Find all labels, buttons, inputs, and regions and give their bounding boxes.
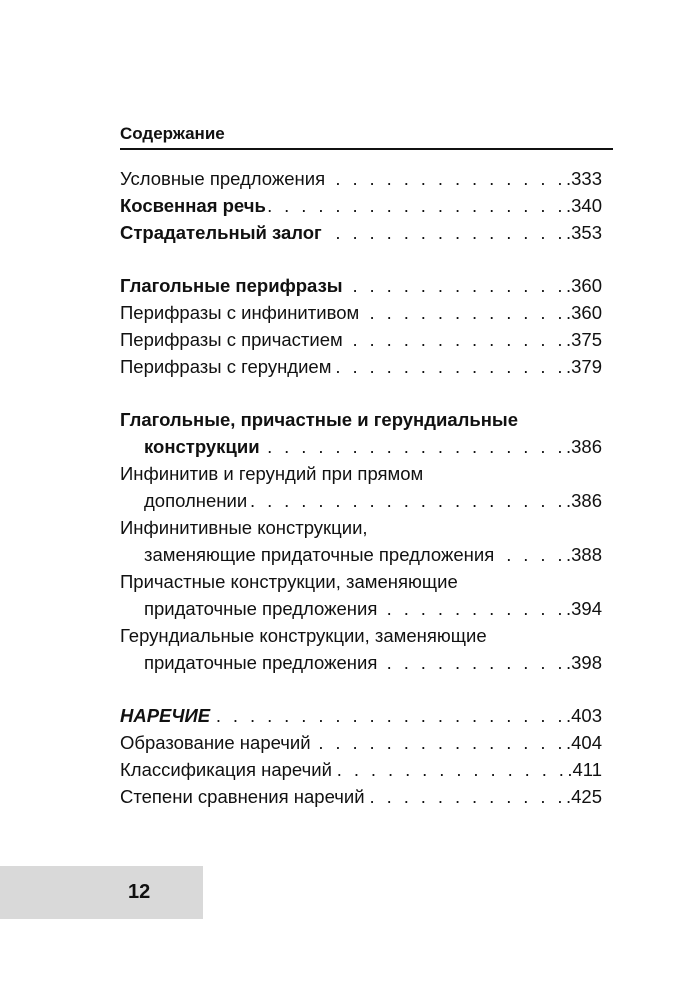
toc-entry-title: НАРЕЧИЕ (120, 705, 211, 726)
toc-entry (120, 487, 602, 514)
toc-entry (120, 353, 602, 380)
toc-entry-title: конструкции (144, 436, 260, 457)
toc-entry-page: .333 (565, 168, 602, 189)
toc-entry-title: Глагольные перифразы (120, 275, 343, 296)
toc-entry-title: Условные предложения (120, 168, 326, 189)
toc-entry (120, 326, 602, 353)
toc-entry-title: дополнении (144, 490, 248, 511)
toc-entry (120, 165, 602, 192)
toc-entry (120, 541, 602, 568)
toc-entry-title-line: Причастные конструкции, заменяющие (120, 571, 458, 592)
toc-entry (120, 595, 602, 622)
toc-entry-title-line: Герундиальные конструкции, заменяющие (120, 625, 487, 646)
toc-entry (120, 649, 602, 676)
toc-entry-title-line: Инфинитив и герундий при прямом (120, 463, 424, 484)
dot-leader (332, 756, 567, 783)
dot-leader (343, 272, 566, 299)
page-number: 12 (128, 881, 151, 903)
toc-entry-title: Классификация наречий (120, 759, 332, 780)
dot-leader (494, 541, 566, 568)
toc-entry (120, 299, 602, 326)
toc-entry-title: Образование наречий (120, 732, 311, 753)
toc-entry-title: Перифразы с инфинитивом (120, 302, 360, 323)
toc-entry-page: .379 (565, 356, 602, 377)
toc-entry-page: .360 (565, 302, 602, 323)
toc-entry-title: Страдательный залог (120, 222, 322, 243)
running-header (120, 122, 613, 150)
toc-entry (120, 272, 602, 299)
dot-leader (359, 299, 566, 326)
dot-leader (325, 165, 566, 192)
toc-entry-page: .411 (567, 759, 602, 780)
section-gap (120, 676, 602, 702)
toc-entry-title: придаточные предложения (144, 652, 378, 673)
toc-entry-page: .360 (565, 275, 602, 296)
section-gap (120, 380, 602, 406)
dot-leader (377, 649, 566, 676)
dot-leader (311, 729, 566, 756)
toc-entry-title: придаточные предложения (144, 598, 378, 619)
toc-entry-page: .404 (565, 732, 602, 753)
dot-leader (266, 192, 566, 219)
toc-entry-title-line: Инфинитивные конструкции, (120, 517, 368, 538)
toc-entry-title: Косвенная речь (120, 195, 266, 216)
toc-entry (120, 783, 602, 810)
table-of-contents (120, 165, 602, 810)
dot-leader (247, 487, 566, 514)
toc-entry-page: .386 (565, 490, 602, 511)
toc-entry (120, 433, 602, 460)
toc-entry-title: Перифразы с герундием (120, 356, 332, 377)
toc-entry-page: .398 (565, 652, 602, 673)
page-number-box (0, 866, 203, 919)
toc-entry (120, 756, 602, 783)
dot-leader (343, 326, 566, 353)
dot-leader (210, 702, 566, 729)
toc-entry-title: Перифразы с причастием (120, 329, 343, 350)
dot-leader (260, 433, 566, 460)
toc-entry-page: .375 (565, 329, 602, 350)
toc-entry (120, 192, 602, 219)
toc-entry-page: .394 (565, 598, 602, 619)
toc-entry-title: Степени сравнения наречий (120, 786, 365, 807)
toc-entry-page: .386 (565, 436, 602, 457)
toc-entry-page: .340 (565, 195, 602, 216)
toc-entry (120, 729, 602, 756)
toc-entry-page: .403 (565, 705, 602, 726)
dot-leader (365, 783, 566, 810)
dot-leader (322, 219, 566, 246)
toc-entry-title: заменяющие придаточные предложения (144, 544, 495, 565)
toc-entry-title-line: Глагольные, причастные и герундиальные (120, 409, 519, 430)
toc-entry-page: .388 (565, 544, 602, 565)
header-title: Содержание (120, 124, 225, 143)
toc-entry-page: .425 (565, 786, 602, 807)
toc-entry (120, 219, 602, 246)
section-gap (120, 246, 602, 272)
dot-leader (377, 595, 566, 622)
dot-leader (331, 353, 566, 380)
toc-entry-page: .353 (565, 222, 602, 243)
toc-entry (120, 702, 602, 729)
